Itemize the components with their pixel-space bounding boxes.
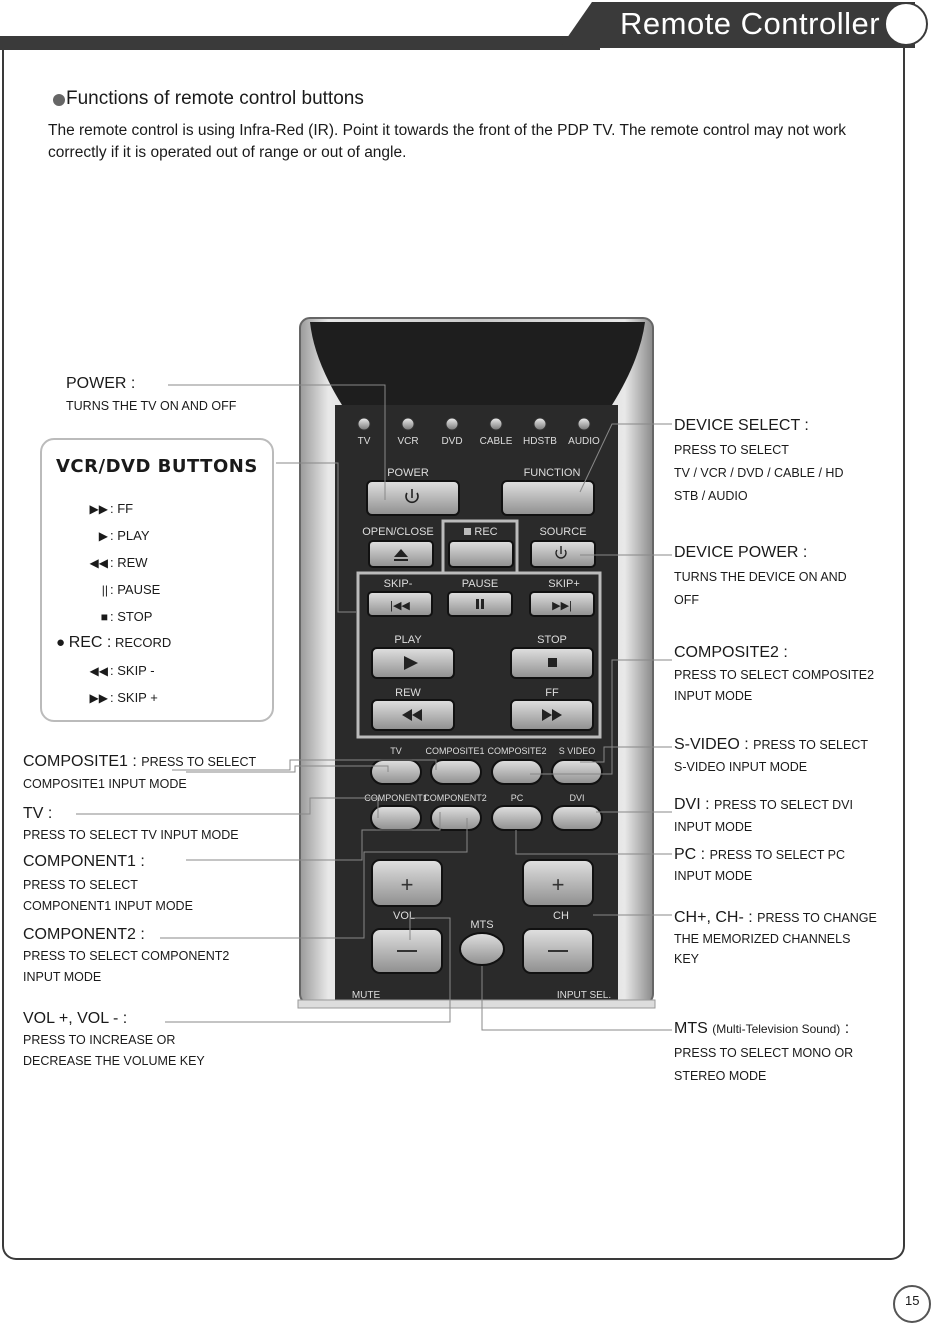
skip-back-icon: |◀◀	[390, 600, 410, 612]
vcr-dvd-legend	[40, 438, 274, 722]
legend-row-skip-plus: ▶▶ : SKIP +	[72, 690, 158, 705]
component2-key-label: COMPONENT2	[423, 793, 487, 803]
device-label-cable: CABLE	[479, 436, 513, 447]
ch-title: CH+, CH- : PRESS TO CHANGE	[674, 909, 877, 926]
mts-button[interactable]	[460, 933, 504, 965]
device-power-desc-2: OFF	[674, 593, 699, 607]
composite2-key-label: COMPOSITE2	[487, 746, 547, 756]
component1-desc-1: PRESS TO SELECT	[23, 878, 138, 892]
input-sel-label: INPUT SEL.	[556, 990, 612, 1001]
device-select-title: DEVICE SELECT :	[674, 417, 809, 434]
component2-button[interactable]	[431, 806, 481, 830]
tv-title: TV :	[23, 805, 53, 822]
play-icon: ▶	[98, 529, 108, 543]
legend-row-rew: ◀◀ : REW	[72, 555, 148, 570]
legend-row-skip-minus: ◀◀ : SKIP -	[72, 663, 155, 678]
pc-key-label: PC	[510, 793, 524, 803]
record-icon: ●	[56, 634, 66, 651]
mts-title: MTS (Multi-Television Sound) :	[674, 1020, 850, 1037]
composite2-button[interactable]	[492, 760, 542, 784]
legend-row-ff: ▶▶ : FF	[72, 501, 133, 516]
device-power-title: DEVICE POWER :	[674, 544, 808, 561]
dvi-key-label: DVI	[569, 793, 585, 803]
vcr-dvd-title: VCR/DVD BUTTONS	[56, 456, 258, 477]
minus-icon	[397, 950, 417, 952]
intro-text: The remote control is using Infra-Red (IR). Point it towards the front of the PDP TV. The remote control may not work correctly if it is operated out of range or out of angle.	[48, 122, 847, 161]
tv-input-button[interactable]	[371, 760, 421, 784]
fast-forward-icon: ▶▶	[89, 502, 108, 516]
stop-icon: ■	[100, 610, 108, 624]
legend-row-stop: ■ : STOP	[72, 609, 152, 624]
ch-desc-1: THE MEMORIZED CHANNELS	[674, 932, 851, 946]
remote-head	[310, 322, 645, 405]
power-desc: TURNS THE TV ON AND OFF	[66, 399, 237, 413]
open-close-label: OPEN/CLOSE	[362, 526, 434, 538]
vol-label: VOL	[392, 910, 416, 922]
svideo-key-label: S VIDEO	[558, 746, 596, 756]
plus-icon: +	[400, 872, 414, 897]
function-label: FUNCTION	[523, 467, 581, 479]
legend-row-play: ▶ : PLAY	[72, 528, 150, 543]
component2-desc-2: INPUT MODE	[23, 970, 102, 984]
composite2-title: COMPOSITE2 :	[674, 644, 788, 661]
legend-row-rec: ● REC : RECORD	[56, 634, 172, 651]
legend-row-pause: || : PAUSE	[72, 582, 160, 597]
skip-minus-label: SKIP-	[383, 578, 413, 590]
device-label-hdstb: HDSTB	[523, 436, 557, 447]
minus-icon	[548, 950, 568, 952]
rewind-icon: ◀◀	[89, 556, 108, 570]
rec-dot-icon	[464, 528, 471, 535]
device-select-desc-3: STB / AUDIO	[674, 489, 748, 503]
device-label-vcr: VCR	[397, 436, 419, 447]
mts-desc-1: PRESS TO SELECT MONO OR	[674, 1046, 854, 1060]
dvi-title: DVI : PRESS TO SELECT DVI	[674, 796, 853, 813]
component1-desc-2: COMPONENT1 INPUT MODE	[23, 899, 193, 913]
function-button[interactable]	[502, 481, 594, 515]
stop-icon	[548, 658, 557, 667]
skip-plus-label: SKIP+	[548, 578, 580, 590]
vol-desc-2: DECREASE THE VOLUME KEY	[23, 1054, 205, 1068]
device-select-desc-2: TV / VCR / DVD / CABLE / HD	[674, 466, 844, 480]
mute-label: MUTE	[351, 990, 381, 1001]
composite1-title: COMPOSITE1 : PRESS TO SELECT	[23, 753, 257, 770]
pause-button[interactable]	[448, 592, 512, 616]
composite2-desc-2: INPUT MODE	[674, 689, 753, 703]
page-number-badge	[893, 1285, 931, 1323]
rec-button[interactable]	[449, 541, 513, 567]
stop-label: STOP	[537, 634, 567, 646]
component2-desc-1: PRESS TO SELECT COMPONENT2	[23, 949, 230, 963]
component1-key-label: COMPONENT1	[364, 793, 428, 803]
power-title: POWER :	[66, 375, 136, 392]
play-label: PLAY	[394, 634, 422, 646]
svideo-desc: S-VIDEO INPUT MODE	[674, 760, 808, 774]
page-number: 15	[905, 1293, 920, 1308]
device-label-dvd: DVD	[441, 436, 463, 447]
tv-key-label: TV	[390, 746, 402, 756]
svideo-button[interactable]	[552, 760, 602, 784]
composite2-desc-1: PRESS TO SELECT COMPOSITE2	[674, 668, 875, 682]
rec-label: REC	[474, 526, 498, 538]
ch-label: CH	[553, 910, 569, 922]
source-button[interactable]	[531, 541, 595, 567]
device-label-audio: AUDIO	[568, 436, 600, 447]
source-label: SOURCE	[539, 526, 587, 538]
device-select-desc-1: PRESS TO SELECT	[674, 443, 789, 457]
component2-title: COMPONENT2 :	[23, 926, 145, 943]
pc-desc: INPUT MODE	[674, 869, 753, 883]
skip-forward-icon: ▶▶|	[552, 600, 572, 612]
composite1-button[interactable]	[431, 760, 481, 784]
device-label-tv: TV	[357, 436, 371, 447]
ch-desc-2: KEY	[674, 952, 700, 966]
plus-icon: +	[551, 872, 565, 897]
pause-label: PAUSE	[461, 578, 499, 590]
page-title: Remote Controller	[620, 6, 881, 41]
composite1-desc: COMPOSITE1 INPUT MODE	[23, 777, 187, 791]
pause-icon: ||	[101, 583, 108, 597]
dvi-desc: INPUT MODE	[674, 820, 753, 834]
section-title: Functions of remote control buttons	[66, 88, 364, 109]
power-button[interactable]	[367, 481, 459, 515]
pc-button[interactable]	[492, 806, 542, 830]
composite1-key-label: COMPOSITE1	[425, 746, 485, 756]
skip-back-icon: ◀◀	[89, 664, 108, 678]
mts-label: MTS	[470, 919, 494, 931]
dvi-button[interactable]	[552, 806, 602, 830]
vol-desc-1: PRESS TO INCREASE OR	[23, 1033, 176, 1047]
power-label: POWER	[387, 467, 429, 479]
skip-forward-icon: ▶▶	[89, 691, 108, 705]
pc-title: PC : PRESS TO SELECT PC	[674, 846, 846, 863]
tv-desc: PRESS TO SELECT TV INPUT MODE	[23, 828, 239, 842]
ff-label: FF	[545, 687, 559, 699]
svideo-title: S-VIDEO : PRESS TO SELECT	[674, 736, 868, 753]
component1-title: COMPONENT1 :	[23, 853, 145, 870]
rew-label: REW	[395, 687, 421, 699]
vol-title: VOL +, VOL - :	[23, 1010, 128, 1027]
mts-desc-2: STEREO MODE	[674, 1069, 767, 1083]
device-power-desc-1: TURNS THE DEVICE ON AND	[674, 570, 847, 584]
